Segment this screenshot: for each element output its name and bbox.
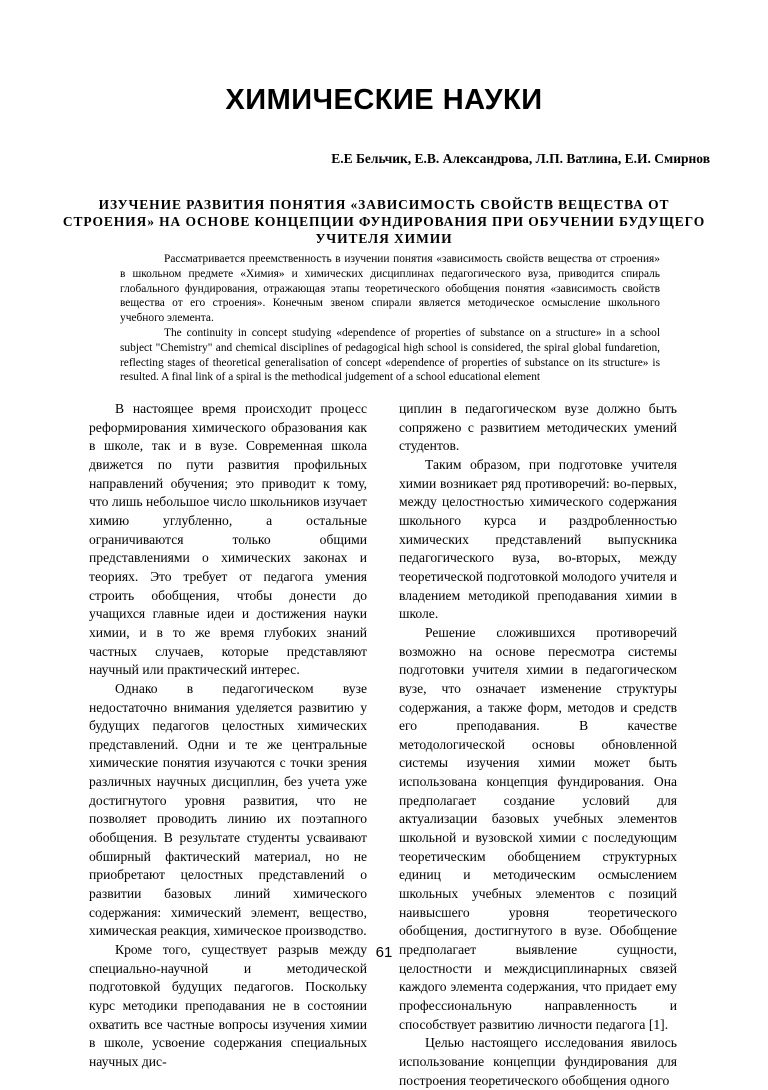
section-title: ХИМИЧЕСКИЕ НАУКИ (225, 84, 543, 116)
article-title: ИЗУЧЕНИЕ РАЗВИТИЯ ПОНЯТИЯ «ЗАВИСИМОСТЬ СВОЙСТВ ВЕЩЕСТВА ОТ СТРОЕНИЯ» НА ОСНОВЕ КОНЦЕПЦИИ ФУНДИРОВАНИЯ ПРИ ОБУЧЕНИИ БУДУЩЕГО УЧИТЕЛЯ ХИМИИ (62, 197, 706, 246)
body-paragraph: Таким образом, при подготовке учителя химии возникает ряд противоречий: во-первых, между целостностью химического содержания школьного курса и раздробленностью химических представлений выпускника педагогического вуза, во-вторых, между теоретической подготовкой молодого учителя и владением методикой преподавания химии в школе. (399, 456, 677, 622)
body-paragraph: Однако в педагогическом вузе недостаточно внимания уделяется развитию у будущих педагогов целостных химических представлений. Одни и те же центральные химические понятия изучаются с точки зрения различных научных дисциплин, без учета уже достигнутого уровня развития, что не позволяет проводить линию их поэтапного обобщения. В результате студенты усваивают обширный фактический материал, но не приобретают целостных представлений о развитии базовых линий химического содержания: химический элемент, вещество, химическая реакция, химическое производство. (89, 680, 367, 939)
abstract (120, 252, 660, 385)
body-paragraph: Целью настоящего исследования явилось использование концепции фундирования для построения теоретического обобщения одного (399, 1035, 677, 1088)
body-paragraph: Кроме того, существует разрыв между специально-научной и методической подготовкой будущих педагогов. Поскольку курс методики преподавания не в состоянии охватить все частные вопросы изучения химии в школе, усвоение содержания специальных научных дис- (89, 942, 367, 1069)
body-paragraph: Решение сложившихся противоречий возможно на основе пересмотра системы подготовки учителя химии в педагогическом вузе, что означает изменение структуры содержания, а также форм, методов и средств его преподавания. В качестве методологической основы обновленной системы изучения химии может быть использована концепция фундирования. Она предполагает создание условий для актуализации базовых учебных элементов школьной и вузовской химии с последующим теоретическим обобщением структурных единиц и методическим осмыслением школьных учебных элементов с позиций наивысшего уровня теоретического обобщения, достигнутого в вузе. Обобщение предполагает выявление сущности, целостности и междисциплинарных связей каждого элемента содержания, что придает ему профессиональную направленность и способствует развитию личности педагога [1]. (399, 624, 677, 1032)
body-paragraph: В настоящее время происходит процесс реформирования химического образования как в школе, так и в вузе. Современная школа движется по пути развития профильных направлений обучения; это приводит к тому, что лишь небольшое число школьников изучает химию углубленно, а остальные ограничиваются только общими представлениями о химических законах и теориях. Это требует от педагога умения строить обобщения, чтобы донести до учащихся главные идеи и достижения науки химии, и в то же время глубоких знаний частных случаев, которые представляют научный или практический интерес. (89, 401, 367, 678)
abstract-english: The continuity in concept studying «dependence of properties of substance on a structure» in a school subject "Chemistry" and chemical disciplines of pedagogical high school is considered, the spiral global fundaretion, reflecting stages of theoretical generalisation of concept «dependence of properties of substance on its structure» is resulted. A final link of a spiral is the methodical judgement of a school educational element (120, 326, 660, 384)
article-authors: Е.Е Бельчик, Е.В. Александрова, Л.П. Ватлина, Е.И. Смирнов (331, 151, 710, 166)
page-number: 61 (375, 944, 393, 961)
body-paragraph-continued: циплин в педагогическом вузе должно быть сопряжено с развитием методических умений студентов. (399, 401, 677, 454)
body-column-right (399, 400, 677, 1090)
body-column-left (89, 400, 367, 1072)
abstract-russian: Рассматривается преемственность в изучении понятия «зависимость свойств вещества от строения» в школьном предмете «Химия» и химических дисциплинах педагогического вуза, приводится спираль глобального фундирования, отражающая этапы теоретического обобщения понятия «зависимость свойств вещества от его строения». Конечным звеном спирали является методическое осмысление школьного учебного элемента. (120, 253, 660, 325)
